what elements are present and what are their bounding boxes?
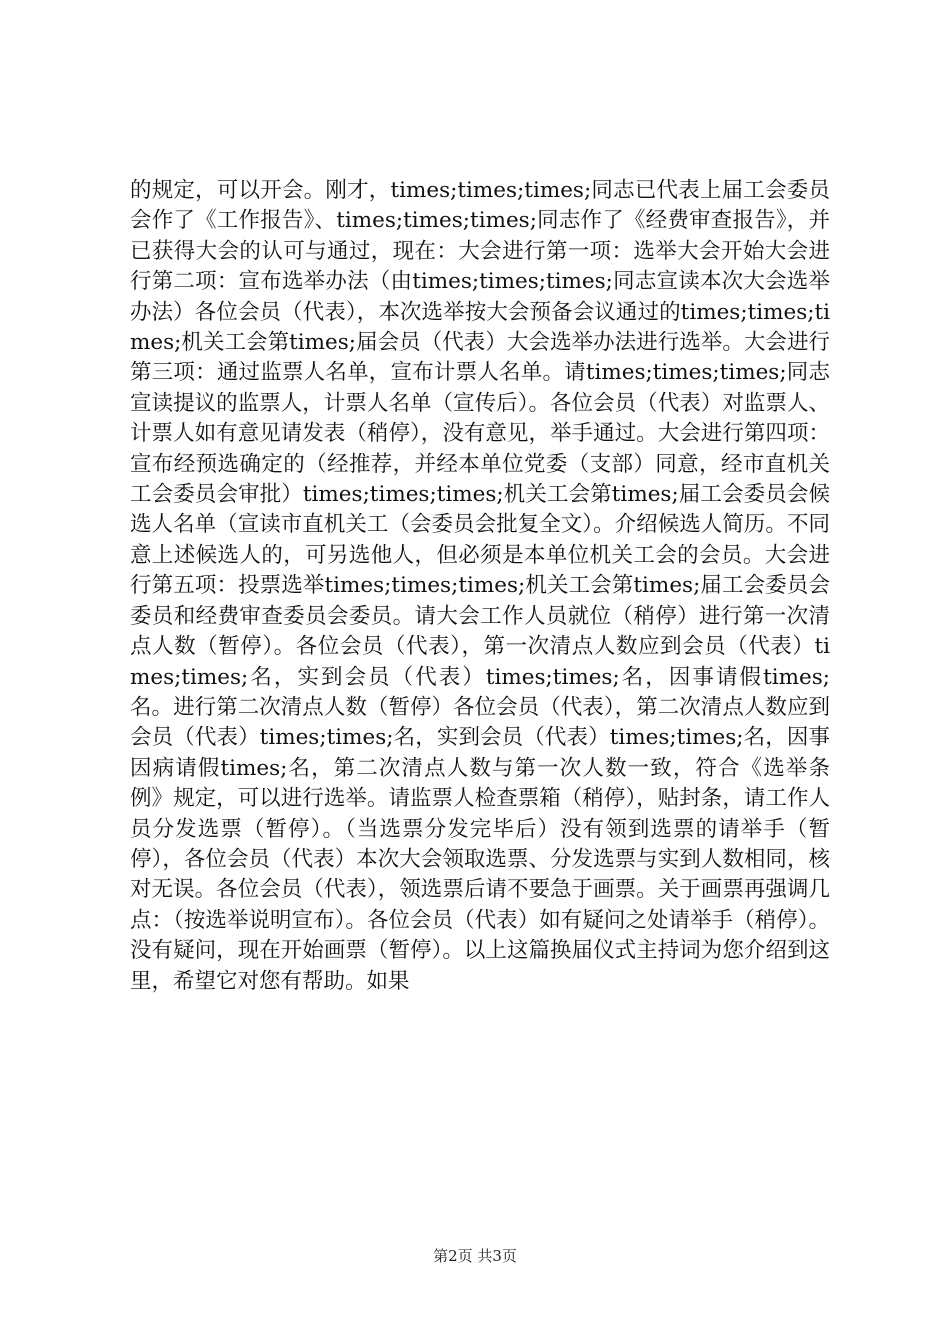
page-footer: 第2页 共3页 (433, 1247, 517, 1265)
body-paragraph: 的规定，可以开会。刚才，times;times;times;同志已代表上届工会委员会作了《工作报告》、times;times;times;同志作了《经费审查报告》，并已获得大会的认可与通过，现在：大会进行第一项：选举大会开始大会进行第二项：宣布选举办法（由times;times;times;同志宣读本次大会选举办法）各位会员（代表），本次选举按大会预备会议通过的times;times;times;机关工会第times;届会员（代表）大会选举办法进行选举。大会进行第三项：通过监票人名单，宣布计票人名单。请times;times;times;同志宣读提议的监票人，计票人名单（宣传后）。各位会员（代表）对监票人、计票人如有意见请发表（稍停），没有意见，举手通过。大会进行第四项：宣布经预选确定的（经推荐，并经本单位党委（支部）同意，经市直机关工会委员会审批）times;times;times;机关工会第times;届工会委员会候选人名单（宣读市直机关工（会委员会批复全文）。介绍候选人简历。不同意上述候选人的，可另选他人，但必须是本单位机关工会的会员。大会进行第五项：投票选举times;times;times;机关工会第times;届工会委员会委员和经费审查委员会委员。请大会工作人员就位（稍停）进行第一次清点人数（暂停）。各位会员（代表），第一次清点人数应到会员（代表）times;times;名，实到会员（代表）times;times;名，因事请假times;名。进行第二次清点人数（暂停）各位会员（代表），第二次清点人数应到会员（代表）times;times;名，实到会员（代表）times;times;名，因事因病请假times;名，第二次清点人数与第一次人数一致，符合《选举条例》规定，可以进行选举。请监票人检查票箱（稍停），贴封条，请工作人员分发选票（暂停）。（当选票分发完毕后）没有领到选票的请举手（暂停），各位会员（代表）本次大会领取选票、分发选票与实到人数相同，核对无误。各位会员（代表），领选票后请不要急于画票。关于画票再强调几点：（按选举说明宣布）。各位会员（代表）如有疑问之处请举手（稍停）。没有疑问，现在开始画票（暂停）。以上这篇换届仪式主持词为您介绍到这里，希望它对您有帮助。如果 (130, 178, 830, 994)
